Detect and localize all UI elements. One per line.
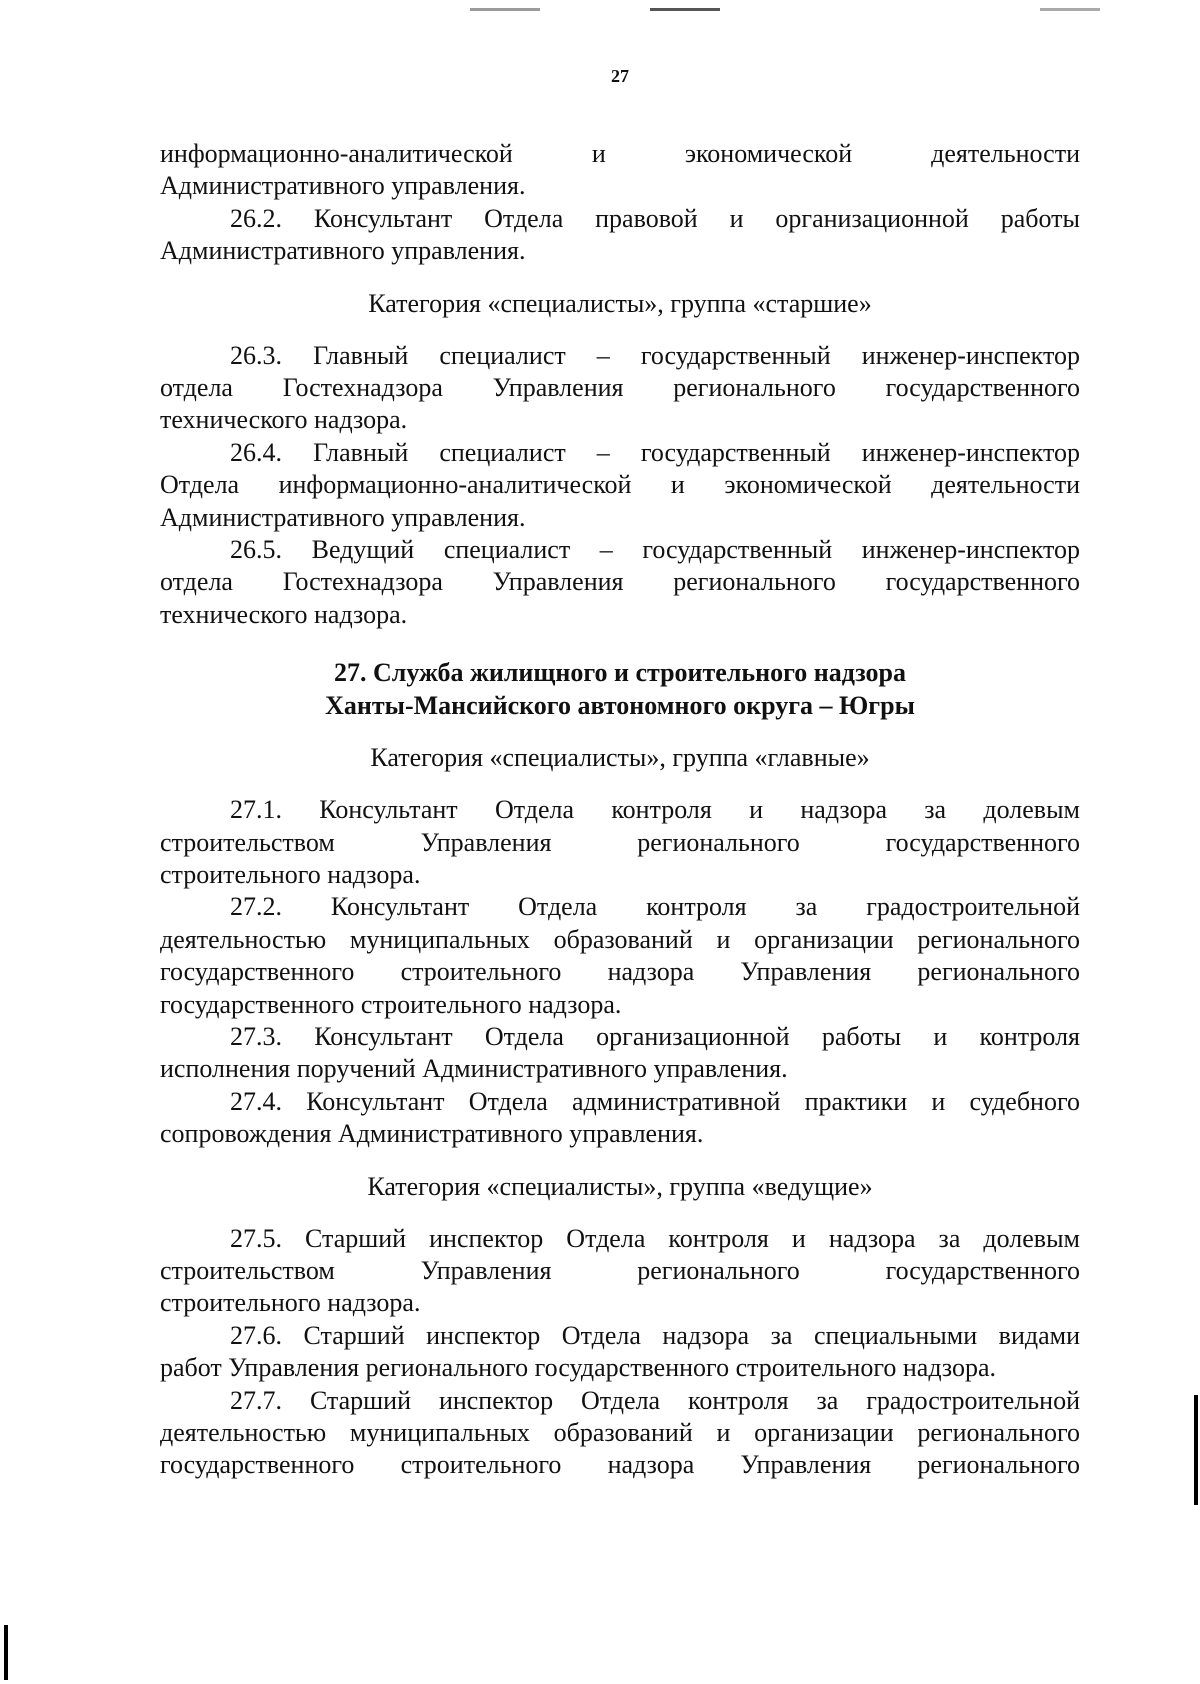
text-line: Административного управления. (160, 502, 526, 532)
text-line: 27.2. Консультант Отдела контроля за градостроительной (230, 892, 1080, 922)
category-heading: Категория «специалисты», группа «старшие» (368, 288, 872, 318)
text-line: государственного строительного надзора Управления регионального (160, 1450, 1080, 1480)
scan-edge-mark (1194, 1395, 1198, 1505)
scan-artifact (470, 8, 540, 11)
text-line: государственного строительного надзора. (160, 989, 622, 1019)
text-line: отдела Гостехнадзора Управления регионального государственного (160, 567, 1080, 597)
category-heading: Категория «специалисты», группа «главные» (370, 743, 870, 773)
text-line: 26.3. Главный специалист – государственный инженер-инспектор (230, 340, 1080, 370)
text-line: строительством Управления регионального государственного (160, 1255, 1080, 1285)
category-heading: Категория «специалисты», группа «ведущие» (367, 1171, 873, 1201)
page-number: 27 (611, 66, 629, 86)
text-line: 26.5. Ведущий специалист – государственный инженер-инспектор (230, 535, 1080, 565)
text-line: строительством Управления регионального государственного (160, 827, 1080, 857)
text-line: 26.2. Консультант Отдела правовой и организационной работы (230, 203, 1080, 233)
text-line: 27.1. Консультант Отдела контроля и надзора за долевым (230, 795, 1080, 825)
text-line: 27.7. Старший инспектор Отдела контроля за градостроительной (230, 1385, 1080, 1415)
text-line: государственного строительного надзора Управления регионального (160, 957, 1080, 987)
text-line: технического надзора. (160, 599, 408, 629)
section-title: 27. Служба жилищного и строительного надзора (333, 658, 907, 688)
text-line: деятельностью муниципальных образований и организации регионального (160, 1418, 1080, 1447)
section-title: Ханты-Мансийского автономного округа – Югры (325, 690, 915, 720)
scan-edge-mark (4, 1625, 8, 1680)
text-line: работ Управления регионального государственного строительного надзора. (160, 1353, 997, 1383)
text-line: 27.4. Консультант Отдела административной практики и судебного (230, 1086, 1080, 1116)
text-line: 26.4. Главный специалист – государственный инженер-инспектор (230, 437, 1080, 467)
text-line: Отдела информационно-аналитической и экономической деятельности (160, 470, 1080, 500)
scan-artifact (650, 8, 720, 11)
text-line: строительного надзора. (160, 1288, 421, 1318)
text-line: строительного надзора. (160, 859, 421, 889)
text-line: Административного управления. (160, 171, 526, 201)
text-line: сопровождения Административного управления. (160, 1119, 704, 1149)
document-body (160, 138, 1080, 1482)
text-line: 27.6. Старший инспектор Отдела надзора за специальными видами (230, 1320, 1080, 1350)
text-line: 27.5. Старший инспектор Отдела контроля и надзора за долевым (230, 1223, 1080, 1253)
scan-artifact (1040, 8, 1100, 11)
text-line: исполнения поручений Административного управления. (160, 1054, 788, 1084)
text-line: деятельностью муниципальных образований и организации регионального (160, 924, 1080, 954)
text-line: Административного управления. (160, 236, 526, 266)
text-line: информационно-аналитической и экономической деятельности (160, 139, 1080, 168)
text-line: технического надзора. (160, 405, 408, 435)
text-line: отдела Гостехнадзора Управления регионального государственного (160, 373, 1080, 403)
text-line: 27.3. Консультант Отдела организационной работы и контроля (230, 1021, 1080, 1051)
